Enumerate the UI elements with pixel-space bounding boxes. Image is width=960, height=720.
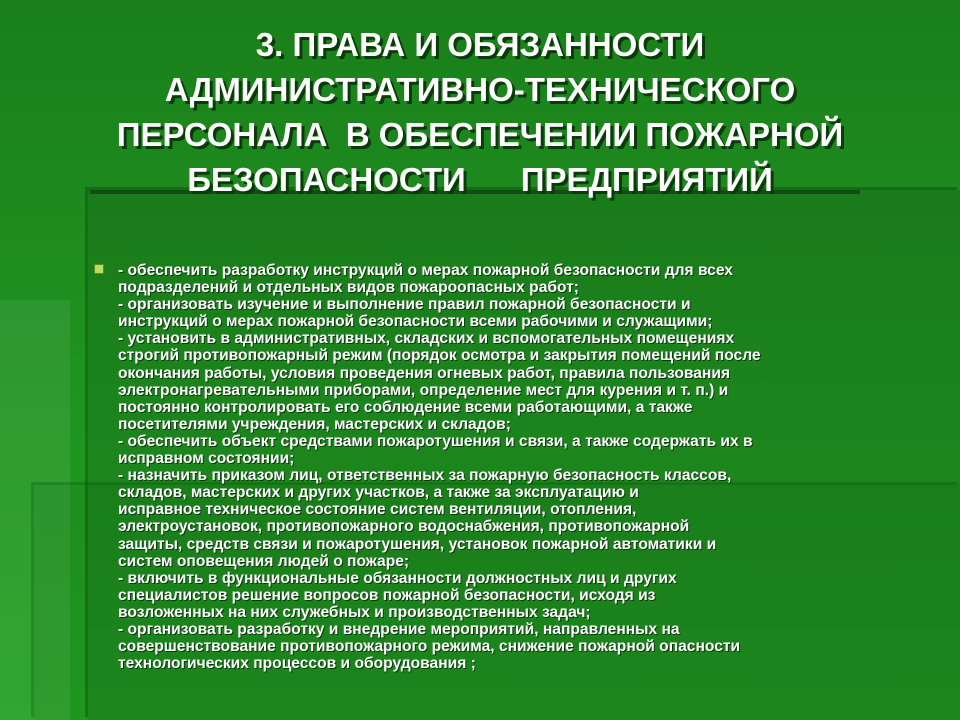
body-line: систем оповещения людей о пожаре; [118,552,410,570]
slide-title [40,22,920,202]
body-line: исправное техническое состояние систем вентиляции, отопления, [118,501,637,519]
body-line: посетителями учреждения, мастерских и складов; [118,415,511,433]
title-line-2: АДМИНИСТРАТИВНО-ТЕХНИЧЕСКОГО [164,71,796,108]
body-line: исправном состоянии; [118,450,295,468]
body-line: инструкций о мерах пожарной безопасности всеми рабочими и служащими; [118,313,713,331]
body-line: технологических процессов и оборудования ; [118,655,476,673]
body-line: строгий противопожарный режим (порядок осмотра и закрытия помещений после [118,347,761,365]
body-line: окончания работы, условия проведения огневых работ, правила пользования [118,364,731,382]
bullet-icon [94,264,104,274]
body-line: совершенствование противопожарного режима, снижение пожарной опасности [118,638,741,656]
body-line: специалистов решение вопросов пожарной безопасности, исходя из [118,586,656,604]
body-line: - включить в функциональные обязанности должностных лиц и других [118,569,677,587]
body-line: защиты, средств связи и пожаротушения, установок пожарной автоматики и [118,535,717,553]
body-line: - обеспечить разработку инструкций о мерах пожарной безопасности для всех [118,262,733,279]
body-line: подразделений и отдельных видов пожароопасных работ; [118,279,579,297]
body-line: - организовать изучение и выполнение правил пожарной безопасности и [118,296,691,314]
body-line: - назначить приказом лиц, ответственных за пожарную безопасность классов, [118,467,732,485]
title-line-4: БЕЗОПАСНОСТИ ПРЕДПРИЯТИЙ [187,161,773,198]
body-line: постоянно контролировать его соблюдение всеми работающими, а также [118,398,693,416]
body-line: - установить в административных, складских и вспомогательных помещениях [118,330,735,348]
title-line-1: 3. ПРАВА И ОБЯЗАННОСТИ [255,26,705,63]
body-line: электроустановок, противопожарного водоснабжения, противопожарной [118,518,690,536]
body-line: складов, мастерских и других участков, а также за эксплуатацию и [118,484,639,502]
body-line: возложенных на них служебных и производственных задач; [118,603,591,621]
title-line-3: ПЕРСОНАЛА В ОБЕСПЕЧЕНИИ ПОЖАРНОЙ [116,116,844,153]
body-line: электронагревательными приборами, определение мест для курения и т. п.) и [118,381,729,399]
body-line: - обеспечить объект средствами пожаротушения и связи, а также содержать их в [118,432,753,450]
body-line: - организовать разработку и внедрение мероприятий, направленных на [118,620,680,638]
slide-body [118,262,908,672]
